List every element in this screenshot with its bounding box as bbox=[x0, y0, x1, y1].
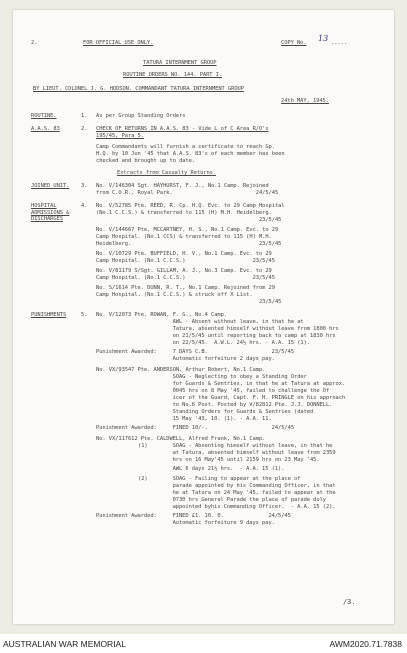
order-line: SOAG - Absenting himself without leave, in that he bbox=[163, 443, 333, 449]
order-line: SOAG - Failing to appear at the place of bbox=[163, 476, 301, 482]
order-line: 23/5/45 bbox=[96, 217, 282, 223]
order-line: No. S/1614 Pte. DUNN, R. T., No.1 Camp. Rejoined from 29 bbox=[96, 285, 275, 291]
order-line: to No.6 Post. Posted by V/82812 Pte. J.J. DONNELL. bbox=[163, 402, 333, 408]
order-line: No. V/144667 Pte. MCCARTNEY, H. S., No.1 Camp. Evc. to 29 bbox=[96, 227, 279, 233]
order-line: checked and brought up to date. bbox=[96, 158, 196, 164]
order-line: 0045 hrs on 8 May '45, failed to challenge the Of bbox=[163, 388, 330, 394]
order-line: on 21/5/45 until reporting back to camp at 1830 hrs bbox=[163, 333, 336, 339]
punishment-awarded: FINED 10/-. 24/5/45 bbox=[163, 425, 295, 431]
footer bbox=[0, 634, 407, 653]
section-number: 5. bbox=[81, 312, 88, 318]
order-line: No. VX/117612 Pte. CALDWELL, Alfred Frank, No.1 Camp. bbox=[96, 436, 266, 442]
copy-number-handwritten: 13 bbox=[318, 34, 329, 43]
document-page bbox=[13, 10, 394, 624]
punishment-awarded: 7 DAYS C.B. 23/5/45 bbox=[163, 349, 295, 355]
order-line: Camp Hospital. (No.1 C.C.S.) 23/5/45 bbox=[96, 275, 275, 281]
extracts-heading: Extracts from Casualty Returns. bbox=[117, 170, 217, 176]
section-number: 1. bbox=[81, 113, 88, 119]
order-line: H.Q. by 10 Jun '45 that A.A.S. 83's of each member has been bbox=[96, 151, 285, 157]
order-line: he at Tatura on 24 May '45, failed to appear at the bbox=[163, 490, 336, 496]
order-line: No. V/52785 Pte. REED, R. Cp. H.Q. Evc. to 29 Camp Hospital bbox=[96, 203, 285, 209]
order-line: No. V/12073 Pte. ROWAN, F. G., No.4 Camp. bbox=[96, 312, 228, 318]
section-key-hospital: HOSPITAL ADMISSIONS & DISCHARGES bbox=[31, 203, 70, 222]
group-title: TATURA INTERNMENT GROUP bbox=[143, 60, 217, 66]
order-line: parade appointed by his Commanding Officer, in that bbox=[163, 483, 336, 489]
order-line: AWL 6 days 21½ hrs. - A.A. 15 (1). bbox=[163, 466, 285, 472]
order-line: Automatic forfeiture 9 days pay. bbox=[163, 520, 275, 526]
order-line: No. V/10729 Pte. BUFFIELD, H. V., No.1 Camp. Evc. to 29 bbox=[96, 251, 272, 257]
order-line: SOAG - Neglecting to obey a Standing Order bbox=[163, 374, 307, 380]
order-line: Camp Hospital. (No.1 C.C.S.) & struck off X List. bbox=[96, 292, 253, 298]
order-line: from C.O.R., Royal Park. 24/5/45 bbox=[96, 190, 279, 196]
order-line: on 22/5/45. A.W.L. 24½ hrs. - A.A. 15 (1). bbox=[163, 340, 310, 346]
section-key-joined-unit: JOINED UNIT. bbox=[31, 183, 70, 189]
order-line: 195/45, Para 5. bbox=[96, 133, 144, 139]
document-date: 24th MAY, 1945. bbox=[281, 98, 329, 104]
order-line: No. VX/93547 Pte. ANDERSON, Arthur Robert, No.1 Camp. bbox=[96, 367, 266, 373]
footer-accession: AWM2020.71.7838 bbox=[329, 639, 402, 649]
punishment-awarded-label: Punishment Awarded: bbox=[96, 425, 157, 431]
order-line: hrs on 16 May'45 until 2159 hrs on 23 May '45. bbox=[163, 457, 320, 463]
punishment-awarded-label: Punishment Awarded: bbox=[96, 349, 157, 355]
order-line: As per Group Standing Orders bbox=[96, 113, 186, 119]
issuer-line: BY LIEUT. COLONEL J. G. HODSON. COMMANDANT TATURA INTERNMENT GROUP bbox=[33, 86, 244, 92]
order-line: 15 May '43, 10. (1). - A.A. 11. bbox=[163, 416, 272, 422]
order-line: CHECK OF RETURNS IN A.A.S. 83 - Vide L of C Area R/O's bbox=[96, 126, 269, 132]
order-line: 0730 hrs General Parade the place of parade duly bbox=[163, 497, 326, 503]
section-key-aas83: A.A.S. 83 bbox=[31, 126, 60, 132]
order-line: Automatic forfeiture 2 days pay. bbox=[163, 356, 275, 362]
section-number: 4. bbox=[81, 203, 88, 209]
order-line: Standing Orders for Guards & Sentries (dated bbox=[163, 409, 314, 415]
order-line: 23/5/45 bbox=[96, 299, 282, 305]
section-key-routine: ROUTINE. bbox=[31, 113, 57, 119]
page-number: 2. bbox=[31, 40, 38, 46]
footer-credit: AUSTRALIAN WAR MEMORIAL bbox=[3, 639, 126, 649]
orders-title: ROUTINE ORDERS NO. 144. PART I. bbox=[123, 72, 223, 78]
order-line: icer of the Guard, Capt. F. H. PRINGLE on his approach bbox=[163, 395, 346, 401]
next-page-mark: /3. bbox=[343, 598, 356, 606]
order-line: for Guards & Sentries, in that he at Tatura at approx. bbox=[163, 381, 346, 387]
charge-number: (2) bbox=[138, 476, 148, 482]
order-line: Heidelberg. 23/5/45 bbox=[96, 241, 282, 247]
charge-number: (1) bbox=[138, 443, 148, 449]
order-line: Tatura, absented himself without leave from 1800 hrs bbox=[163, 326, 339, 332]
order-line: (No.1 C.C.S.) & transferred to 115 (H) M.H. Heidelberg. bbox=[96, 210, 272, 216]
section-key-punishments: PUNISHMENTS bbox=[31, 312, 67, 318]
copy-dots: ..... bbox=[331, 40, 347, 46]
punishment-awarded-label: Punishment Awarded: bbox=[96, 513, 157, 519]
order-line: appointed byhis Commanding Officer. - A.A. 15 (2). bbox=[163, 504, 336, 510]
copy-label: COPY No. bbox=[281, 40, 307, 46]
order-line: AWL - Absent without leave, in that he at bbox=[163, 319, 304, 325]
order-line: Camp Hospital. (No.1 CCS) & transferred to 115 (H) M.H. bbox=[96, 234, 272, 240]
order-line: at Tatura, absented himself without leave from 2359 bbox=[163, 450, 336, 456]
section-number: 2. bbox=[81, 126, 88, 132]
section-number: 3. bbox=[81, 183, 88, 189]
order-line: No. V/81179 S/Sgt. GILLAM, A. J., No.3 Camp. Evc. to 29 bbox=[96, 268, 272, 274]
order-line: No. V/146304 Sgt. HAYHURST, F. J., No.1 Camp. Rejoined bbox=[96, 183, 269, 189]
official-use-notice: FOR OFFICIAL USE ONLY. bbox=[83, 40, 154, 46]
punishment-awarded: FINED £1. 10. 0. 24/5/45 bbox=[163, 513, 291, 519]
order-line: Camp Commandants will furnish a certificate to reach Gp. bbox=[96, 144, 275, 150]
order-line: Camp Hospital. (No.1 C.C.S.) 23/5/45 bbox=[96, 258, 275, 264]
